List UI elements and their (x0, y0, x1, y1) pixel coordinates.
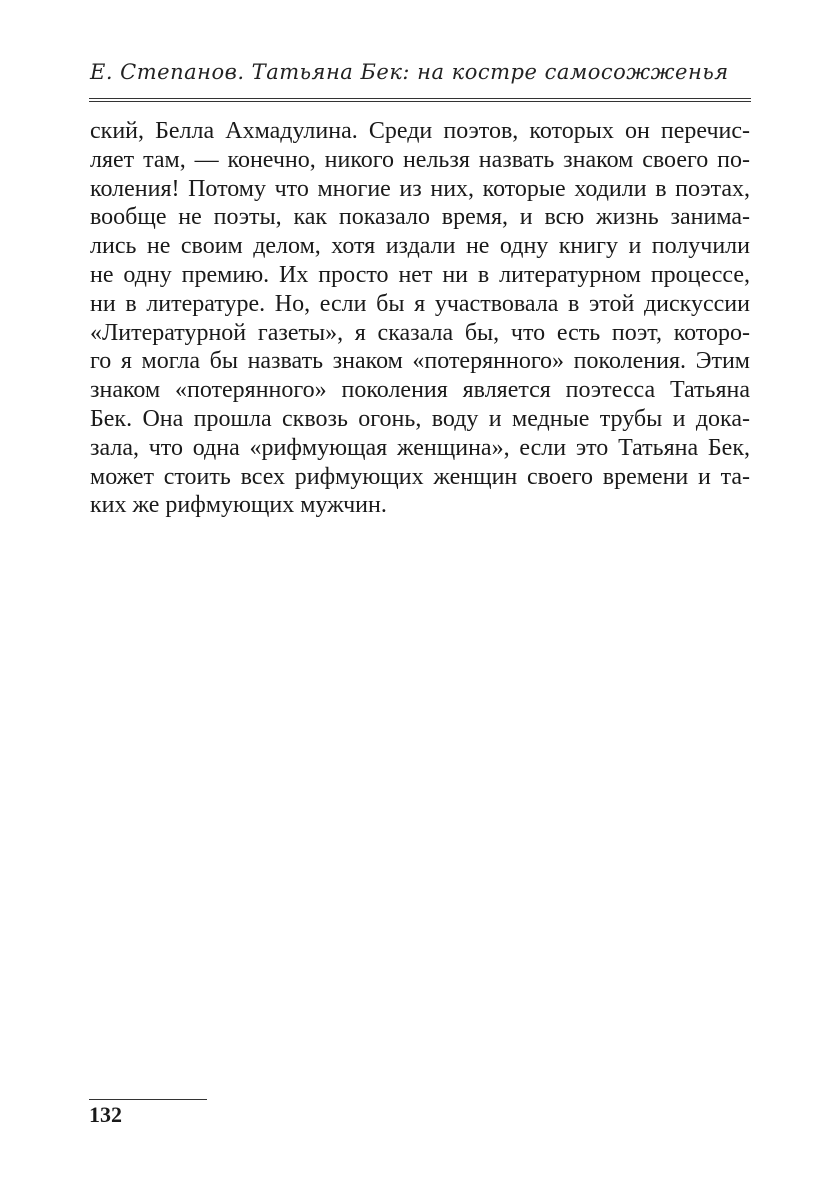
text-line: может стоить всех рифмующих женщин своего времени и та- (90, 463, 750, 490)
footer-rule (89, 1099, 207, 1100)
text-line: не одну премию. Их просто нет ни в литературном процессе, (90, 261, 750, 288)
page-number: 132 (89, 1102, 122, 1127)
text-line: ский, Белла Ахмадулина. Среди поэтов, которых он перечис- (90, 118, 750, 144)
text-line: вообще не поэты, как показало время, и всю жизнь занима- (90, 204, 750, 231)
text-line: Бек. Она прошла сквозь огонь, воду и медные трубы и дока- (90, 405, 750, 432)
body-text (90, 117, 750, 520)
header-rule-double (89, 101, 751, 102)
text-line: ни в литературе. Но, если бы я участвовала в этой дискуссии (90, 290, 750, 317)
text-line: го я могла бы назвать знаком «потерянного» поколения. Этим (90, 348, 750, 375)
text-line: ких же рифмующих мужчин. (90, 492, 387, 519)
text-line: зала, что одна «рифмующая женщина», если это Татьяна Бек, (90, 434, 750, 461)
header-rule (89, 98, 751, 99)
text-line: знаком «потерянного» поколения является поэтесса Татьяна (90, 377, 750, 404)
text-line: лись не своим делом, хотя издали не одну книгу и получили (90, 233, 750, 260)
running-header: Е. Степанов. Татьяна Бек: на костре самосожженья (90, 60, 729, 84)
text-line: «Литературной газеты», я сказала бы, что есть поэт, которо- (90, 319, 750, 346)
text-line: коления! Потому что многие из них, которые ходили в поэтах, (90, 175, 750, 202)
text-line: ляет там, — конечно, никого нельзя назвать знаком своего по- (90, 146, 750, 173)
